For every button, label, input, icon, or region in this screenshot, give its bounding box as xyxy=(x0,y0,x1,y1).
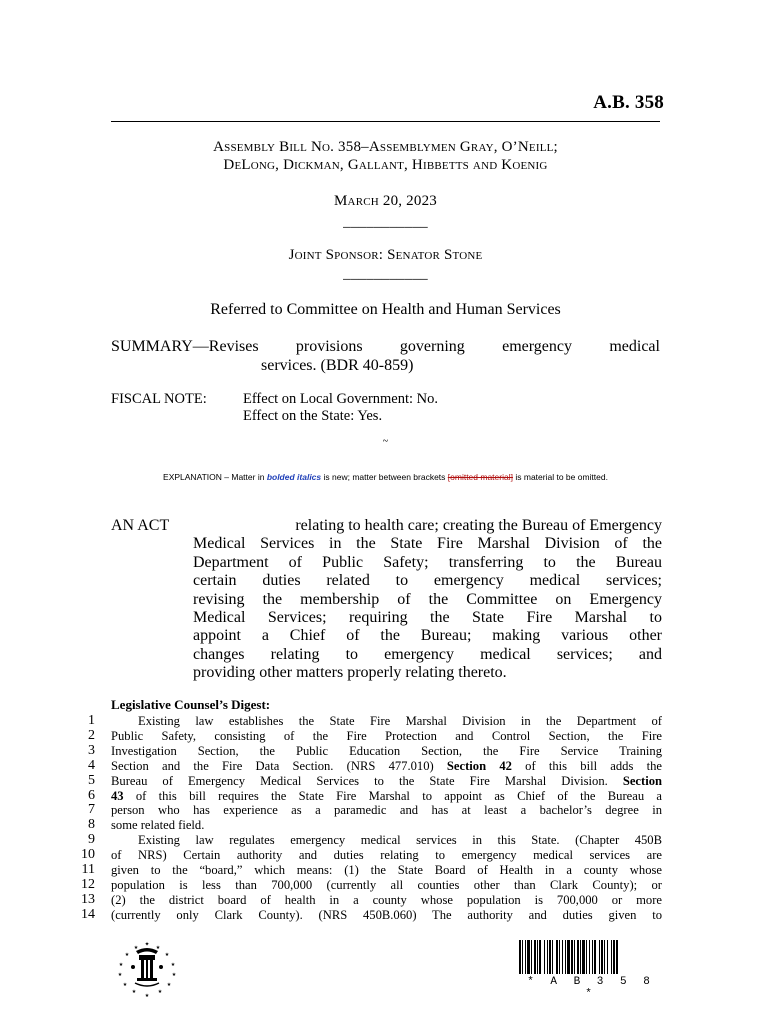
digest-line: of NRS) Certain authority and duties relating to emergency medical services are xyxy=(111,848,662,863)
svg-text:★: ★ xyxy=(122,983,128,988)
barcode-bar xyxy=(607,940,608,974)
line-number: 2 xyxy=(88,727,95,743)
fiscal-line1 xyxy=(111,391,660,408)
summary-word: provisions xyxy=(295,338,363,355)
digest-line: Public Safety, consisting of the Fire Protection and Control Section, the Fire xyxy=(111,728,662,743)
header-rule xyxy=(111,121,660,122)
line-number: 12 xyxy=(81,876,95,892)
barcode-bar xyxy=(580,940,581,974)
barcode-bar xyxy=(552,940,553,974)
digest-line xyxy=(111,759,662,774)
svg-text:★: ★ xyxy=(124,953,130,958)
fiscal-note xyxy=(111,391,660,425)
barcode-bar xyxy=(604,940,605,974)
line-number: 13 xyxy=(81,891,95,907)
barcode-bar xyxy=(547,940,548,974)
barcode-bar xyxy=(519,940,521,974)
separator-2: ___________ xyxy=(343,266,428,282)
line-number: 10 xyxy=(81,847,95,863)
digest-body xyxy=(111,714,662,923)
digest-line: Existing law regulates emergency medical services in this State. (Chapter 450B xyxy=(138,833,662,848)
fiscal-state: Effect on the State: Yes. xyxy=(243,408,383,424)
barcode-bar xyxy=(611,940,612,974)
act-line: changes relating to emergency medical services; and xyxy=(193,645,662,663)
barcode-bar xyxy=(537,940,538,974)
digest-line: some related field. xyxy=(111,818,205,833)
act-line: certain duties related to emergency medical services; xyxy=(193,572,662,590)
barcode-bar xyxy=(534,940,536,974)
nevada-seal-icon xyxy=(112,937,182,999)
explanation-bold-italic: bolded italics xyxy=(266,472,322,482)
barcode-bar xyxy=(601,940,603,974)
barcode-bar xyxy=(589,940,590,974)
line-number: 7 xyxy=(88,802,95,818)
svg-text:★: ★ xyxy=(118,963,124,968)
barcode-bar xyxy=(525,940,526,974)
act-text xyxy=(111,517,662,683)
barcode-bar xyxy=(527,940,530,974)
digest-line: given to the “board,” which means: (1) the State Board of Health in a county whose xyxy=(111,863,662,878)
barcode-bar xyxy=(586,940,587,974)
joint-sponsor: Joint Sponsor: Senator Stone xyxy=(288,247,483,263)
section-ref: Section xyxy=(622,773,662,788)
barcode-bar xyxy=(594,940,596,974)
line-number: 14 xyxy=(81,906,95,922)
summary-label: SUMMARY—Revises xyxy=(111,338,259,355)
act-first-line xyxy=(111,517,662,535)
summary-line1 xyxy=(111,337,660,356)
barcode-bar xyxy=(565,940,566,974)
digest-line xyxy=(111,789,662,804)
act-line: appoint a Chief of the Bureau; making various other xyxy=(193,627,662,645)
barcode-bar xyxy=(582,940,585,974)
bill-title-line2: DeLong, Dickman, Gallant, Hibbetts and Koenig xyxy=(223,157,548,173)
barcode-bar xyxy=(592,940,593,974)
act-line: Medical Services in the State Fire Marshal Division of the xyxy=(193,535,662,553)
svg-text:✦: ✦ xyxy=(144,942,150,948)
act-line: Department of Public Safety; transferring to the Bureau xyxy=(193,553,662,571)
line-number: 11 xyxy=(81,862,95,878)
svg-text:★: ★ xyxy=(131,990,137,995)
act-line: providing other matters properly relating thereto. xyxy=(193,664,507,682)
barcode-bar xyxy=(531,940,532,974)
digest-line: Investigation Section, the Public Education Section, the Fire Service Training xyxy=(111,743,662,758)
section-ref: 43 xyxy=(111,788,124,803)
tilde-divider: ~ xyxy=(382,436,389,447)
barcode-bar xyxy=(616,940,618,974)
line-number: 8 xyxy=(88,817,95,833)
act-first-line-rest: relating to health care; creating the Bureau of Emergency xyxy=(295,517,662,534)
explanation xyxy=(111,472,660,482)
explanation-suffix: is material to be omitted. xyxy=(515,472,608,482)
summary-word: emergency xyxy=(502,338,572,355)
svg-text:★: ★ xyxy=(166,983,172,988)
svg-text:★: ★ xyxy=(117,973,123,978)
barcode-bar xyxy=(549,940,551,974)
fiscal-local: Effect on Local Government: No. xyxy=(243,391,439,407)
digest-line: (2) the district board of health in a county whose population is 700,000 or more xyxy=(111,892,662,907)
svg-text:★: ★ xyxy=(171,973,177,978)
digest-line: (currently only Clark County). (NRS 450B.060) The authority and duties given to xyxy=(111,907,662,922)
line-number: 4 xyxy=(88,757,95,773)
svg-text:★: ★ xyxy=(144,994,150,999)
summary-line2: services. (BDR 40-859) xyxy=(261,357,414,374)
barcode-bar xyxy=(562,940,563,974)
bill-title-line1: Assembly Bill No. 358–Assemblymen Gray, O’Neill; xyxy=(213,139,558,155)
bill-id: A.B. 358 xyxy=(593,92,664,113)
summary-word: governing xyxy=(399,338,465,355)
explanation-middle: is new; matter between brackets xyxy=(323,472,446,482)
barcode-bar xyxy=(613,940,615,974)
line-number: 5 xyxy=(88,772,95,788)
fiscal-label: FISCAL NOTE: xyxy=(111,391,207,407)
barcode-bar xyxy=(571,940,573,974)
digest-line: population is less than 700,000 (currently all counties other than Clark County); or xyxy=(111,877,662,892)
barcode xyxy=(519,940,663,978)
digest-text: Section and the Fire Data Section. (NRS 477.010) xyxy=(111,758,447,773)
summary-word: medical xyxy=(609,338,660,355)
line-number: 3 xyxy=(88,742,95,758)
digest-text: Bureau of Emergency Medical Services to the State Fire Marshal Division. xyxy=(111,773,623,788)
line-number: 6 xyxy=(88,787,95,803)
line-numbers xyxy=(55,714,95,923)
digest-heading: Legislative Counsel’s Digest: xyxy=(111,697,271,712)
barcode-bar xyxy=(574,940,575,974)
digest-line xyxy=(111,774,662,789)
section-ref: Section 42 xyxy=(446,758,512,773)
referred-committee: Referred to Committee on Health and Human Services xyxy=(210,301,561,318)
barcode-bar xyxy=(539,940,541,974)
digest-line: person who has experience as a paramedic and has at least a bachelor’s degree in xyxy=(111,803,662,818)
line-number: 1 xyxy=(88,713,95,728)
digest-text: of this bill requires the State Fire Marshal to appoint as Chief of the Bureau a xyxy=(123,788,662,803)
svg-text:★: ★ xyxy=(157,990,163,995)
act-line: revising the membership of the Committee on Emergency xyxy=(193,590,662,608)
svg-text:★: ★ xyxy=(155,946,161,951)
explanation-prefix: EXPLANATION – Matter in xyxy=(163,472,265,482)
barcode-bar xyxy=(559,940,560,974)
barcode-bar xyxy=(522,940,523,974)
barcode-bar xyxy=(577,940,579,974)
svg-text:★: ★ xyxy=(164,953,170,958)
digest-line: Existing law establishes the State Fire Marshal Division in the Department of xyxy=(138,714,662,728)
line-number: 9 xyxy=(88,832,95,848)
barcode-bar xyxy=(599,940,600,974)
bill-date: March 20, 2023 xyxy=(334,193,437,209)
barcode-bar xyxy=(544,940,545,974)
summary xyxy=(111,337,660,375)
separator-1: ___________ xyxy=(343,214,428,230)
barcode-bar xyxy=(556,940,558,974)
act-label: AN ACT xyxy=(111,517,170,534)
barcode-text: * A B 3 5 8 * xyxy=(527,976,655,1000)
svg-text:★: ★ xyxy=(170,963,176,968)
barcode-bar xyxy=(567,940,570,974)
explanation-omitted: [omitted material] xyxy=(447,472,513,482)
digest-text: of this bill adds the xyxy=(511,758,662,773)
act-line: Medical Services; requiring the State Fire Marshal to xyxy=(193,609,662,627)
svg-text:★: ★ xyxy=(133,946,139,951)
